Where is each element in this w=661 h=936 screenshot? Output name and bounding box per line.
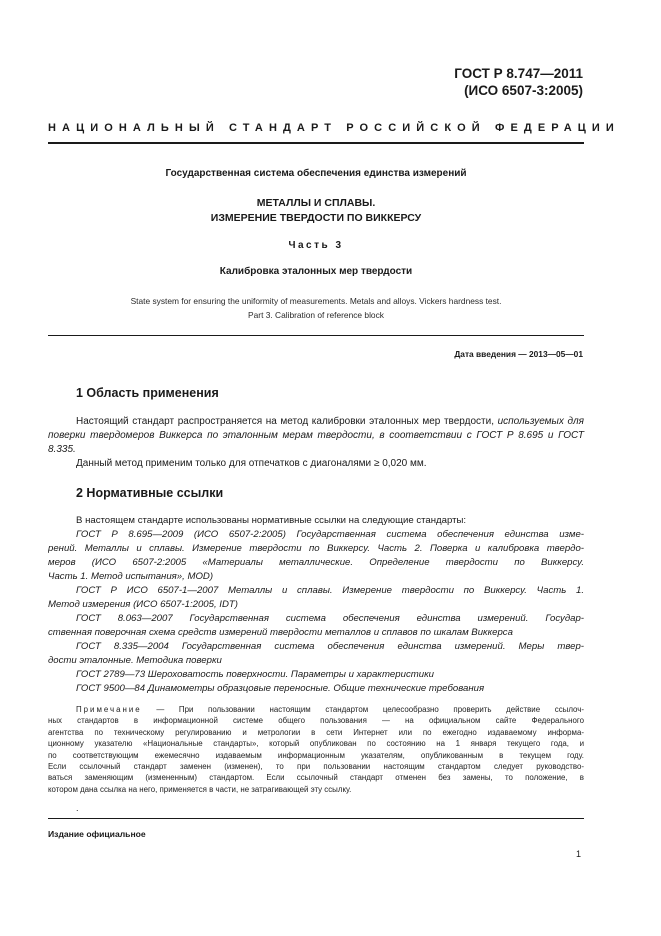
part-subtitle: Калибровка эталонных мер твердости [219, 266, 413, 277]
date-rule [48, 335, 584, 336]
ref-line-text: меров (ИСО 6507-2:2005 «Материалы металлические. Определение твердости по Виккерсу. [48, 557, 584, 568]
ref-line: В настоящем стандарте использованы нормативные ссылки на следующие стандарты: [76, 515, 467, 526]
official-edition: Издание официальное [48, 829, 146, 839]
note-line [76, 704, 584, 715]
section1-p1-italic: используемых для поверки твердомеров Виккерса по эталонным мерам твердости, в соответствии с ГОСТ Р 8.695 и ГОСТ 8.335. [48, 416, 584, 455]
ref-line [76, 640, 584, 654]
english-title [48, 294, 584, 322]
gost-code-block [454, 65, 583, 99]
ref-line [48, 556, 584, 570]
ref-line-text: дости эталонные. Методика поверки [48, 655, 222, 666]
ref-line-text: ственная поверочная схема средств измерений твердости металлов и сплавов по шкалам Виккерса [48, 627, 513, 638]
ref-line-text: рений. Металлы и сплавы. Измерение твердости по Виккерсу. Часть 2. Поверка и калибровка твердо- [48, 543, 584, 554]
ref-line-text: ГОСТ 8.063—2007 Государственная система обеспечения единства измерений. Государ- [76, 613, 584, 624]
ref-line-text: ГОСТ 9500—84 Динамометры образцовые переносные. Общие технические требования [76, 683, 485, 694]
ref-line-text: ГОСТ Р 8.695—2009 (ИСО 6507-2:2005) Государственная система обеспечения единства изме- [76, 529, 584, 540]
section1-paragraph2: Данный метод применим только для отпечатков с диагоналями ≥ 0,020 мм. [76, 458, 427, 469]
ref-line [76, 668, 584, 682]
ref-line [76, 528, 584, 542]
iso-number: (ИСО 6507-3:2005) [464, 83, 583, 98]
note-line: ных стандартов в информационной системе общего пользования — на официальном сайте Федерального [48, 716, 584, 726]
note-line: ционному указателю «Национальные стандарты», который опубликован по состоянию на 1 января текущего года, и [48, 739, 584, 749]
main-title-line2: ИЗМЕРЕНИЕ ТВЕРДОСТИ ПО ВИККЕРСУ [210, 212, 422, 224]
stray-dot: . [76, 803, 79, 813]
ref-line-text: Часть 1. Метод испытания», MOD) [48, 571, 214, 582]
note-text: — При пользовании настоящим стандартом целесообразно проверить действие ссылоч- [141, 705, 584, 714]
ref-line [48, 654, 584, 668]
system-title: Государственная система обеспечения единства измерений [165, 168, 467, 179]
page-number: 1 [575, 849, 581, 859]
ref-line [48, 570, 584, 584]
part-label: Часть 3 [288, 240, 344, 251]
section2-heading: 2 Нормативные ссылки [76, 486, 224, 500]
footer-rule [48, 818, 584, 819]
note-line: Если ссылочный стандарт заменен (изменен), то при пользовании настоящим стандартом следует руководство- [48, 762, 584, 771]
ref-line-text: ГОСТ 8.335—2004 Государственная система обеспечения единства измерений. Меры твер- [76, 641, 584, 652]
main-title-line1: МЕТАЛЛЫ И СПЛАВЫ. [256, 197, 376, 209]
ref-line-text: Метод измерения (ИСО 6507-1:2005, IDT) [48, 599, 238, 610]
ref-line-text: ГОСТ Р ИСО 6507-1—2007 Металлы и сплавы. Измерение твердости по Виккерсу. Часть 1. [76, 585, 584, 596]
section1-paragraph1 [48, 415, 584, 457]
ref-line [48, 598, 584, 612]
ref-line [48, 626, 584, 640]
section1-heading: 1 Область применения [76, 386, 219, 400]
english-title-line1: State system for ensuring the uniformity of measurements. Metals and alloys. Vickers hardness test. [130, 296, 502, 306]
ref-line [76, 682, 584, 696]
note-line: по соответствующим ежемесячно издаваемым информационным указателям, опубликованным в текущем году. [48, 750, 584, 760]
note-line: агентства по техническому регулированию и метрологии в сети Интернет или по ежегодно издаваемому информа- [48, 727, 584, 737]
national-standard-heading: НАЦИОНАЛЬНЫЙ СТАНДАРТ РОССИЙСКОЙ ФЕДЕРАЦИИ [48, 122, 620, 134]
ref-line-text: ГОСТ 2789—73 Шероховатость поверхности. Параметры и характеристики [76, 669, 434, 680]
ref-line [48, 542, 584, 556]
section1-p1-text: Настоящий стандарт распространяется на метод калибровки эталонных мер твердости, [76, 416, 494, 427]
note-label: Примечание [76, 705, 142, 714]
gost-number: ГОСТ Р 8.747—2011 [454, 66, 583, 81]
main-title [48, 196, 584, 226]
english-title-line2: Part 3. Calibration of reference block [248, 310, 384, 320]
note-line: ваться заменяющим (измененным) стандартом. Если ссылочный стандарт отменен без замены, то положение, в [48, 773, 584, 783]
header-rule [48, 142, 584, 144]
ref-line [76, 584, 584, 598]
note-line: котором дана ссылка на него, применяется в части, не затрагивающей эту ссылку. [48, 784, 352, 794]
ref-line [76, 612, 584, 626]
intro-date: Дата введения — 2013—05—01 [454, 349, 583, 359]
